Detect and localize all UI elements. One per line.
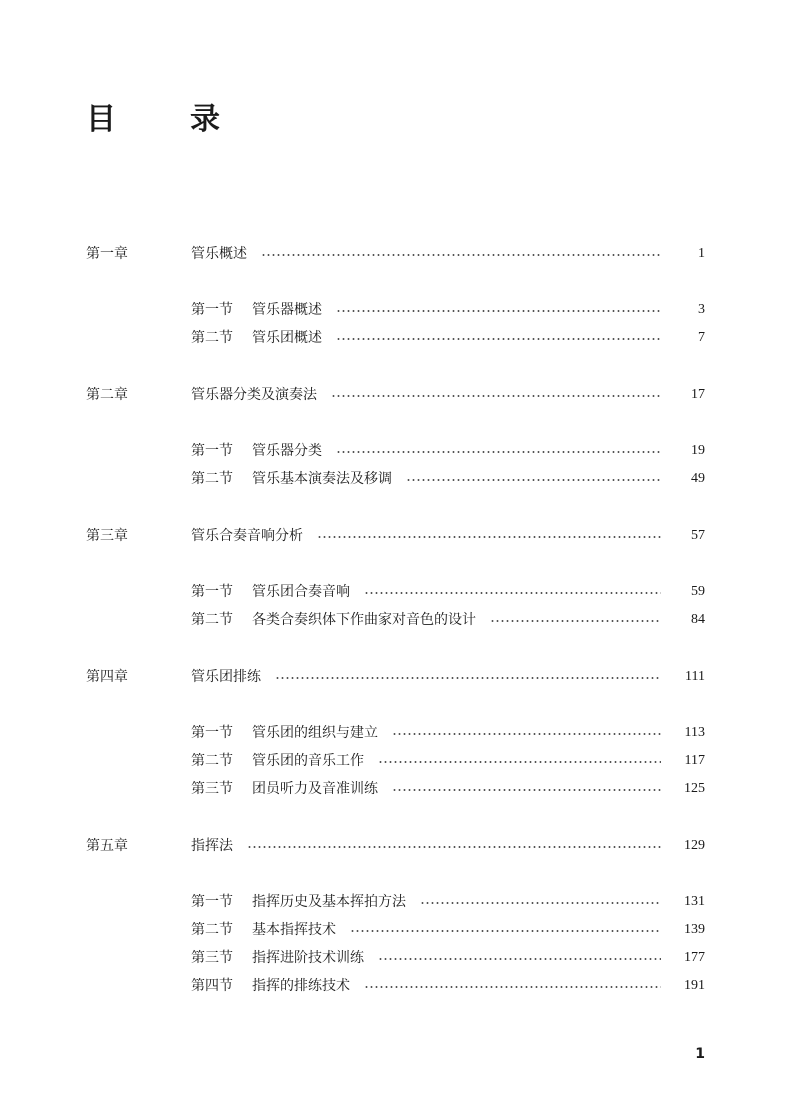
dot-leader [261,254,661,256]
page-number: 111 [685,669,705,684]
dot-leader [420,902,661,904]
toc-section-2-2[interactable] [0,469,790,489]
section-title: 指挥的排练技术 [252,978,350,994]
toc-chapter-3[interactable] [0,526,790,546]
toc-chapter-1[interactable] [0,244,790,264]
toc-section-2-1[interactable] [0,441,790,461]
section-title: 管乐团概述 [252,330,322,346]
dot-leader [275,677,661,679]
chapter-number: 第五章 [86,838,128,854]
section-title: 管乐团的音乐工作 [252,753,364,769]
page-number: 129 [684,838,705,853]
section-number: 第二节 [191,753,233,769]
toc-section-5-2[interactable] [0,920,790,940]
page-number: 191 [684,978,705,993]
dot-leader [378,958,661,960]
toc-section-1-1[interactable] [0,300,790,320]
chapter-number: 第三章 [86,528,128,544]
page-number: 117 [684,753,705,768]
dot-leader [392,733,661,735]
dot-leader [336,338,661,340]
dot-leader [317,536,661,538]
section-number: 第一节 [191,302,233,318]
section-number: 第三节 [191,781,233,797]
section-title: 管乐团合奏音响 [252,584,350,600]
toc-chapter-5[interactable] [0,836,790,856]
section-title: 指挥历史及基本挥拍方法 [252,894,406,910]
section-number: 第二节 [191,330,233,346]
page-number: 1 [698,246,705,261]
toc-section-5-3[interactable] [0,948,790,968]
page-number: 177 [684,950,705,965]
toc-section-4-3[interactable] [0,779,790,799]
toc-section-3-2[interactable] [0,610,790,630]
section-number: 第一节 [191,584,233,600]
folio-page-number: 1 [695,1046,705,1062]
page-number: 7 [698,330,705,345]
chapter-number: 第一章 [86,246,128,262]
section-title: 基本指挥技术 [252,922,336,938]
page-number: 113 [684,725,705,740]
dot-leader [350,930,661,932]
section-title: 团员听力及音准训练 [252,781,378,797]
section-number: 第一节 [191,894,233,910]
dot-leader [392,789,661,791]
chapter-title: 管乐团排练 [191,669,261,685]
section-number: 第四节 [191,978,233,994]
toc-section-3-1[interactable] [0,582,790,602]
section-number: 第二节 [191,471,233,487]
chapter-number: 第二章 [86,387,128,403]
section-number: 第二节 [191,922,233,938]
section-title: 各类合奏织体下作曲家对音色的设计 [252,612,476,628]
dot-leader [336,310,661,312]
toc-chapter-2[interactable] [0,385,790,405]
dot-leader [406,479,661,481]
toc-section-4-1[interactable] [0,723,790,743]
chapter-title: 管乐合奏音响分析 [191,528,303,544]
chapter-number: 第四章 [86,669,128,685]
page-number: 59 [691,584,705,599]
page-number: 84 [691,612,705,627]
chapter-title: 管乐器分类及演奏法 [191,387,317,403]
page-number: 131 [684,894,705,909]
page-title: 目 录 [86,102,242,137]
toc-section-4-2[interactable] [0,751,790,771]
page-number: 57 [691,528,705,543]
page-number: 17 [691,387,705,402]
page-number: 3 [698,302,705,317]
dot-leader [378,761,661,763]
section-number: 第一节 [191,443,233,459]
chapter-title: 指挥法 [191,838,233,854]
section-number: 第三节 [191,950,233,966]
toc-section-5-4[interactable] [0,976,790,996]
dot-leader [364,592,661,594]
section-title: 管乐基本演奏法及移调 [252,471,392,487]
page-number: 49 [691,471,705,486]
section-title: 管乐器概述 [252,302,322,318]
dot-leader [331,395,661,397]
section-number: 第一节 [191,725,233,741]
page-number: 125 [684,781,705,796]
section-title: 管乐器分类 [252,443,322,459]
section-number: 第二节 [191,612,233,628]
dot-leader [336,451,661,453]
toc-section-5-1[interactable] [0,892,790,912]
page-number: 19 [691,443,705,458]
toc-chapter-4[interactable] [0,667,790,687]
section-title: 指挥进阶技术训练 [252,950,364,966]
dot-leader [247,846,661,848]
dot-leader [364,986,661,988]
toc-section-1-2[interactable] [0,328,790,348]
section-title: 管乐团的组织与建立 [252,725,378,741]
page-number: 139 [684,922,705,937]
dot-leader [490,620,661,622]
chapter-title: 管乐概述 [191,246,247,262]
